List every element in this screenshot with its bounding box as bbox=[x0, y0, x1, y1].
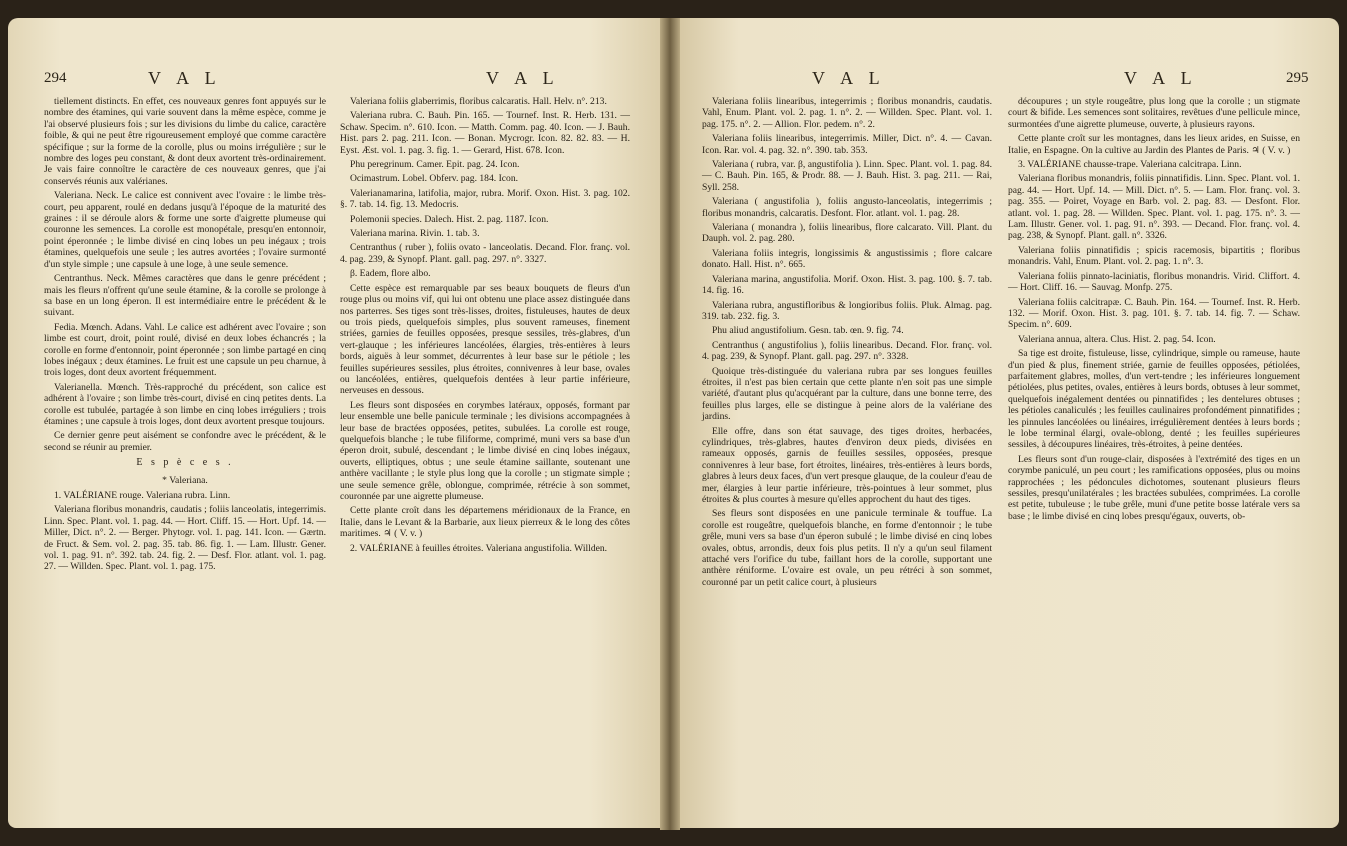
paragraph: Valeriana rubra, angustifloribus & longioribus foliis. Pluk. Almag. pag. 319. tab. 232. fig. 3. bbox=[702, 299, 992, 322]
right-page-column-1 bbox=[702, 96, 992, 591]
paragraph: Fedia. Mœnch. Adans. Vahl. Le calice est adhérent avec l'ovaire ; son limbe est court, droit, point roulé, divisé en deux lobes échancrés ; la corolle en forme d'entonnoir, point éperonnée ; son limbe partagé en cinq lobes inégaux ; deux étamines. Le fruit est une capsule un peu charnue, à trois loges, dont deux avortent fréquemment. bbox=[44, 321, 326, 379]
paragraph: Valeriana marina. Rivin. 1. tab. 3. bbox=[350, 228, 480, 240]
page-number-left: 294 bbox=[44, 70, 67, 86]
paragraph: Valerianamarina, latifolia, major, rubra. Morif. Oxon. Hist. 3. pag. 102. §. 7. tab. 14. fig. 13. Medocris. bbox=[340, 187, 630, 211]
paragraph: 2. VALÉRIANE à feuilles étroites. Valeriana angustifolia. Willden. bbox=[350, 542, 608, 554]
paragraph: 1. VALÉRIANE rouge. Valeriana rubra. Linn. bbox=[54, 490, 231, 501]
running-head-right-1: V A L bbox=[812, 68, 886, 88]
paragraph: Sa tige est droite, fistuleuse, lisse, cylindrique, simple ou rameuse, haute d'un pied & plus, finement striée, garnie de feuilles opposées, pétiolées, parfaitement glabres, molles, d'un vert-tendre ; les inférieures longuement pétiolées, plus petites, ovales, entières à leurs bords, obtuses à leur sommet, quelquefois inégalement dentées ou pinnatifides ; les dentelures obtuses ; les pétioles canaliculés ; les feuilles caulinaires profondément pinnatifides ; les pinnules lancéolées ou linéaires, irrégulièrement dentées à leurs bords ; le lobe terminal élargi, ovale-oblong, denté ; les feuilles supérieures sessiles, à découpures linéaires, très-étroites, à peine dentées. bbox=[1008, 348, 1300, 451]
page-number-right: 295 bbox=[1286, 70, 1309, 86]
left-page bbox=[8, 18, 668, 828]
paragraph: Phu aliud angustifolium. Gesn. tab. œn. 9. fig. 74. bbox=[712, 325, 904, 337]
paragraph: Valeriana ( monandra ), foliis linearibus, flore calcarato. Vill. Plant. du Dauph. vol. 2. pag. 280. bbox=[702, 222, 992, 245]
paragraph: β. Eadem, flore albo. bbox=[350, 268, 431, 280]
paragraph: Valeriana foliis calcitrapæ. C. Bauh. Pin. 164. — Tournef. Inst. R. Herb. 132. — Morif. Oxon. Hist. 3. pag. 101. §. 7. tab. 14. fig. 7. — Schaw. Specim. n°. 609. bbox=[1008, 296, 1300, 331]
left-page-column-2 bbox=[340, 96, 630, 557]
paragraph: Valeriana annua, altera. Clus. Hist. 2. pag. 54. Icon. bbox=[1018, 333, 1216, 345]
paragraph: découpures ; un style rougeâtre, plus long que la corolle ; un stigmate court & bifide. Les semences sont solitaires, revêtues d'une pellicule mince, surmontées d'une aigrette plumeuse, ouverte, à plusieurs rayons. bbox=[1008, 96, 1300, 130]
paragraph: Elle offre, dans son état sauvage, des tiges droites, herbacées, cylindriques, très-glabres, hautes d'environ deux pieds, divisées en rameaux opposés, garnis de feuilles sessiles, opposées, presque connivenres à leur base, fort étroites, linéaires, très-entières à leurs bords, glabres à leurs deux faces, d'un vert presque glauque, de la couleur d'eau de mer, élargies à leur partie inférieure, très-pointues à leur sommet, plus étroites & plus courtes à mesure qu'elles approchent du haut des tiges. bbox=[702, 425, 992, 505]
paragraph: Valeriana foliis glaberrimis, floribus calcaratis. Hall. Helv. n°. 213. bbox=[350, 96, 607, 107]
running-head-left-1: V A L bbox=[148, 68, 222, 88]
right-page bbox=[672, 18, 1339, 828]
paragraph: Quoique très-distinguée du valeriana rubra par ses longues feuilles étroites, il n'est pas bien certain que cette plante n'en soit pas une simple variété, d'autant plus qu'acquérant par la culture, dans une bonne terre, des feuilles plus larges, elle se distingue à peine alors de la valériane des jardins. bbox=[702, 365, 992, 423]
running-head-left-2: V A L bbox=[486, 68, 560, 88]
paragraph: Valeriana foliis integris, longissimis & angustissimis ; flore calcare donato. Hall. Hist. n°. 665. bbox=[702, 247, 992, 271]
paragraph: Cette plante croît sur les montagnes, dans les lieux arides, en Suisse, en Italie, en Espagne. On la cultive au Jardin des Plantes de Paris. ♃ ( V. v. ) bbox=[1008, 133, 1300, 156]
left-page-column-1 bbox=[44, 96, 326, 576]
running-head-right-2: V A L bbox=[1124, 68, 1198, 88]
paragraph: Ce dernier genre peut aisément se confondre avec le précédent, & le second se réunir au premier. bbox=[44, 430, 326, 453]
paragraph: Phu peregrinum. Camer. Epit. pag. 24. Icon. bbox=[350, 159, 520, 171]
open-book bbox=[8, 18, 1339, 840]
paragraph: Ses fleurs sont disposées en une panicule terminale & touffue. La corolle est rougeâtre, quelquefois blanche, en forme d'entonnoir ; le tube grêle, muni vers sa base d'un éperon subulé ; le limbe divisé en cinq lobes ovales, obtus, arrondis, deux fois plus petits. Il n'y a qu'un seul filament attaché vers l'orifice du tube, faillant hors de la corolle, supportant une anthère réniforme. L'ovaire est ovale, un peu rétréci à son sommet, couronné par un petit calice court, à plusieurs bbox=[702, 508, 992, 588]
paragraph: Valeriana floribus monandris, caudatis ; foliis lanceolatis, integerrimis. Linn. Spec. Plant. vol. 1. pag. 44. — Hort. Cliff. 15. — Hort. Upf. 14. — Miller, Dict. n°. 2. — Berger. Phytogr. vol. 1. pag. 141. Icon. — Gærtn. de Fruct. & Sem. vol. 2. pag. 35. tab. 86. fig. 1. — Lam. Illustr. Gener. vol. 1. pag. 91. n°. 392. tab. 24. fig. 2. — Desf. Flor. atlant. vol. 1. pag. 27. — Willden. Spec. Plant. vol. 1. pag. 175. bbox=[44, 504, 326, 573]
paragraph: Ocimastrum. Lobel. Obferv. pag. 184. Icon. bbox=[350, 173, 519, 185]
paragraph: tiellement distincts. En effet, ces nouveaux genres font appuyés sur le nombre des étamines, qui varie souvent dans la même espèce, comme je l'ai observé plusieurs fois ; sur les divisions du limbe du calice, caractère foible, & qui ne peut être rigoureusement employé que comme caractère spécifique ; sur la forme de la corolle, plus ou moins irrégulière ; sur le nombre des loges peu constant, & dont deux avortent très-ordinairement. Je vais faire connoître le caractère de ces nouveaux genres, que j'ai conservés réunis aux valérianes. bbox=[44, 96, 326, 187]
book-gutter bbox=[660, 18, 680, 830]
paragraph: Valeriana ( angustifolia ), foliis angusto-lanceolatis, integerrimis ; floribus monandris, calcaratis. Desfont. Flor. atlant. vol. 1. pag. 28. bbox=[702, 196, 992, 219]
paragraph: Centranthus. Neck. Mêmes caractères que dans le genre précédent ; mais les fleurs n'offrent qu'une seule étamine, & la corolle se prolonge à sa base en un long éperon. Il est intermédiaire entre le précédent & le suivant. bbox=[44, 273, 326, 319]
species-heading: E s p è c e s . bbox=[136, 457, 234, 469]
paragraph: Les fleurs sont d'un rouge-clair, disposées à l'extrémité des tiges en un corymbe paniculé, un peu court ; les ramifications opposées, plus ou moins rapprochées ; les pédoncules dichotomes, soutenant plusieurs fleurs sessiles, presqu'unilatérales ; les bractées subulées, comprimées. La corolle est petite, tubuleuse ; le tube grêle, muni d'une petite bosse latérale vers sa base ; le limbe divisé en cinq lobes presqu'égaux, ouverts, ob- bbox=[1008, 453, 1300, 522]
paragraph: Valeriana foliis pinnatifidis ; spicis racemosis, bipartitis ; floribus monandris. Vahl, Enum. Plant. vol. 2. pag. 1. n°. 3. bbox=[1008, 244, 1300, 268]
paragraph: Polemonii species. Dalech. Hist. 2. pag. 1187. Icon. bbox=[350, 213, 549, 225]
species-subheading: * Valeriana. bbox=[162, 474, 208, 486]
paragraph: Centranthus ( ruber ), foliis ovato - lanceolatis. Decand. Flor. franç. vol. 4. pag. 239, & Synopf. Plant. gall. pag. 297. n°. 3327. bbox=[340, 242, 630, 265]
right-page-column-2 bbox=[1008, 96, 1300, 525]
paragraph: Centranthus ( angustifolius ), foliis linearibus. Decand. Flor. franç. vol. 4. pag. 239, & Synopf. Plant. gall. pag. 297. n°. 3328. bbox=[702, 339, 992, 363]
paragraph: Valeriana floribus monandris, foliis pinnatifidis. Linn. Spec. Plant. vol. 1. pag. 44. — Hort. Upf. 14. — Mill. Dict. n°. 5. — Lam. Flor. franç. vol. 3. pag. 355. — Poiret, Voyage en Barb. vol. 2. pag. 83. — Desfont. Flor. atlant. vol. 1. pag. 28. — Willden. Spec. Plant. vol. 1. pag. 175. n°. 3. — Lam. Illustr. Gener. vol. 1. pag. 91. n°. 393. — Decand. Flor. franç. vol. 4. pag. 238, & Synopf. Plant. gall. n°. 3326. bbox=[1008, 173, 1300, 242]
paragraph: Valeriana. Neck. Le calice est connivent avec l'ovaire : le limbe très-court, peu apparent, roulé en dedans jusqu'à l'époque de la maturité des graines : il se déroule alors & forme une sorte d'aigrette plumeuse qui couronne les semences. La corolle est monopétale, presqu'en entonnoir, point éperonnée ; le limbe divisé en cinq lobes un peu inégaux ; trois étamines, quelquefois une seule ; les autres avortées ; l'ovaire surmonté d'un style simple ; une capsule à une loge, à une seule semence. bbox=[44, 190, 326, 270]
paragraph: Valeriana foliis pinnato-laciniatis, floribus monandris. Virid. Cliffort. 4. — Hort. Cliff. 16. — Sauvag. Monfp. 275. bbox=[1008, 270, 1300, 294]
paragraph: Cette espèce est remarquable par ses beaux bouquets de fleurs d'un rouge plus ou moins vif, qui lui ont obtenu une place assez distinguée dans nos parterres. Ses tiges sont très-lisses, droites, fistuleuses, hautes de deux ou trois pieds, quelquefois simples, plus souvent rameuses, finement striées, garnies de feuilles opposées, presque sessiles, très-glabres, d'un vert-glauque ; les inférieures lancéolées, élargies, très-entières à leurs bords, aiguës à leur sommet, décurrentes à leur base sur le pétiole ; les feuilles supérieures sessiles, plus étroites, connivenres à leur base, ovales ou lancéolées, entières, quelquefois dentées à leur partie inférieure, nerveuses en dessous. bbox=[340, 282, 630, 397]
paragraph: Valeriana foliis linearibus, integerrimis. Miller, Dict. n°. 4. — Cavan. Icon. Rar. vol. 4. pag. 32. n°. 390. tab. 353. bbox=[702, 133, 992, 156]
paragraph: Valerianella. Mœnch. Très-rapproché du précédent, son calice est adhérent à l'ovaire ; son limbe très-court, divisé en cinq petites dents. La corolle est tubulée, partagée à son limbe en cinq lobes irréguliers ; trois étamines ; une capsule à trois loges, dont deux avortent presque toujours. bbox=[44, 381, 326, 427]
paragraph: 3. VALÉRIANE chausse-trape. Valeriana calcitrapa. Linn. bbox=[1018, 159, 1242, 171]
paragraph: Cette plante croît dans les départemens méridionaux de la France, en Italie, dans le Levant & la Barbarie, aux lieux pierreux & le long des côtes maritimes. ♃ ( V. v. ) bbox=[340, 505, 630, 540]
paragraph: Valeriana foliis linearibus, integerrimis ; floribus monandris, caudatis. Vahl, Enum. Plant. vol. 2. pag. 1. n°. 2. — Willden. Spec. Plant. vol. 1. pag. 175. n°. 2. — Allion. Flor. pedem. n°. 2. bbox=[702, 96, 992, 130]
paragraph: Valeriana ( rubra, var. β, angustifolia ). Linn. Spec. Plant. vol. 1. pag. 84. — C. Bauh. Pin. 165, & Prodr. 88. — J. Bauh. Hist. 3. pag. 211. — Rai, Syll. 258. bbox=[702, 159, 992, 193]
paragraph: Valeriana marina, angustifolia. Morif. Oxon. Hist. 3. pag. 100. §. 7. tab. 14. fig. 16. bbox=[702, 273, 992, 297]
paragraph: Les fleurs sont disposées en corymbes latéraux, opposés, formant par leur ensemble une belle panicule terminale ; les divisions accompagnées à leur base de bractées opposées, petites, subulées. La corolle est rouge, quelquefois blanche ; le tube filiforme, comprimé, muni vers sa base d'un éperon droit, subulé, descendant ; le limbe divisé en cinq lobes inégaux, ouverts, elliptiques, obtus ; une seule étamine saillante, soutenant une anthère vacillante ; le style plus long que la corolle ; un stigmate simple ; une seule semence grêle, oblongue, comprimée, rétrécie à son sommet, couronnée par une aigrette plumeuse. bbox=[340, 399, 630, 502]
paragraph: Valeriana rubra. C. Bauh. Pin. 165. — Tournef. Inst. R. Herb. 131. — Schaw. Specim. n°. 610. Icon. — Matth. Comm. pag. 40. Icon. — J. Bauh. Hist. pars 2. pag. 211. Icon. — Bonan. Mycrogr. Icon. 82. 82. 83. — H. Eyst. Æst. vol. 1. pag. 3. fig. 1. — Gerard, Hist. 678. Icon. bbox=[340, 110, 630, 156]
